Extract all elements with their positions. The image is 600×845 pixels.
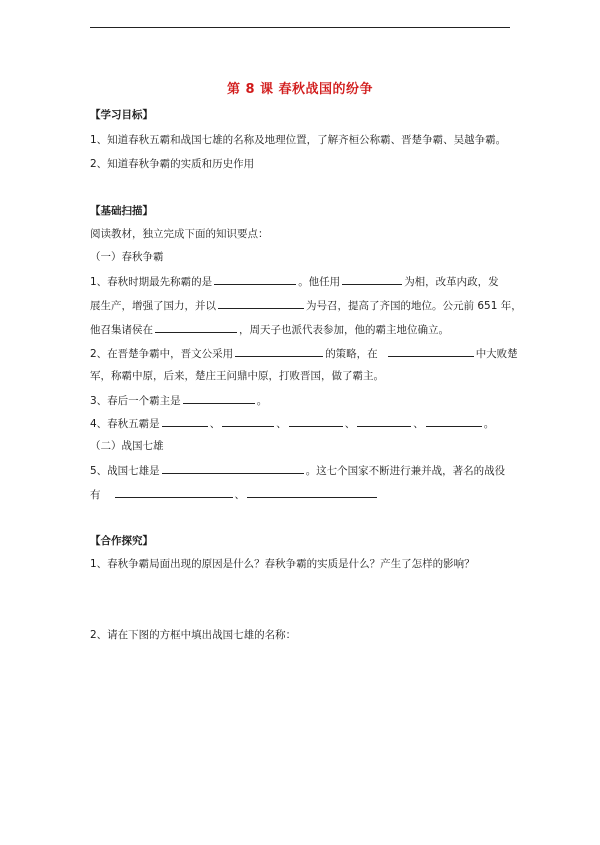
fill-blank[interactable] xyxy=(214,274,296,285)
q4-line: 4、春秋五霸是 、 、 、 、 。 xyxy=(90,418,495,430)
fill-blank[interactable] xyxy=(357,416,411,427)
q5-line-1: 5、战国七雄是 。这七个国家不断进行兼并战，著名的战役 xyxy=(90,465,506,477)
goal-item-1: 1、知道春秋五霸和战国七雄的名称及地理位置，了解齐桓公称霸、晋楚争霸、吴越争霸。 xyxy=(90,134,507,146)
basics-intro: 阅读教材，独立完成下面的知识要点： xyxy=(90,228,269,240)
fill-blank[interactable] xyxy=(115,487,233,498)
part2-heading: （二）战国七雄 xyxy=(90,440,164,452)
goal-item-2: 2、知道春秋争霸的实质和历史作用 xyxy=(90,158,255,170)
fill-blank[interactable] xyxy=(342,274,402,285)
basics-heading: 【基础扫描】 xyxy=(90,205,153,217)
fill-blank[interactable] xyxy=(162,416,208,427)
q1-line-1: 1、春秋时期最先称霸的是 。他任用 为相，改革内政，发 xyxy=(90,276,499,288)
fill-blank[interactable] xyxy=(426,416,482,427)
q2-line-1: 2、在晋楚争霸中，晋文公采用 的策略，在 中大败楚 xyxy=(90,348,518,360)
fill-blank[interactable] xyxy=(162,463,304,474)
fill-blank[interactable] xyxy=(155,322,237,333)
fill-blank[interactable] xyxy=(218,298,304,309)
q1-line-2: 展生产，增强了国力，并以 为号召，提高了齐国的地位。公元前 651 年， xyxy=(90,300,522,312)
fill-blank[interactable] xyxy=(247,487,377,498)
q5-line-2: 有 、 xyxy=(90,487,379,502)
fill-blank[interactable] xyxy=(183,393,255,404)
explore-q2: 2、请在下图的方框中填出战国七雄的名称： xyxy=(90,629,297,641)
q1-line-3: 他召集诸侯在 ，周天子也派代表参加，他的霸主地位确立。 xyxy=(90,324,449,336)
fill-blank[interactable] xyxy=(235,346,323,357)
explore-q1: 1、春秋争霸局面出现的原因是什么？春秋争霸的实质是什么？产生了怎样的影响？ xyxy=(90,558,475,570)
page-title: 第 8 课 春秋战国的纷争 xyxy=(226,82,374,97)
header-rule xyxy=(90,27,510,28)
fill-blank[interactable] xyxy=(289,416,343,427)
q3-line: 3、春后一个霸主是 。 xyxy=(90,395,268,407)
q2-line-2: 军，称霸中原，后来，楚庄王问鼎中原，打败晋国，做了霸主。 xyxy=(90,370,384,382)
part1-heading: （一）春秋争霸 xyxy=(90,251,164,263)
goals-heading: 【学习目标】 xyxy=(90,109,153,121)
fill-blank[interactable] xyxy=(388,346,474,357)
fill-blank[interactable] xyxy=(222,416,274,427)
explore-heading: 【合作探究】 xyxy=(90,535,153,547)
